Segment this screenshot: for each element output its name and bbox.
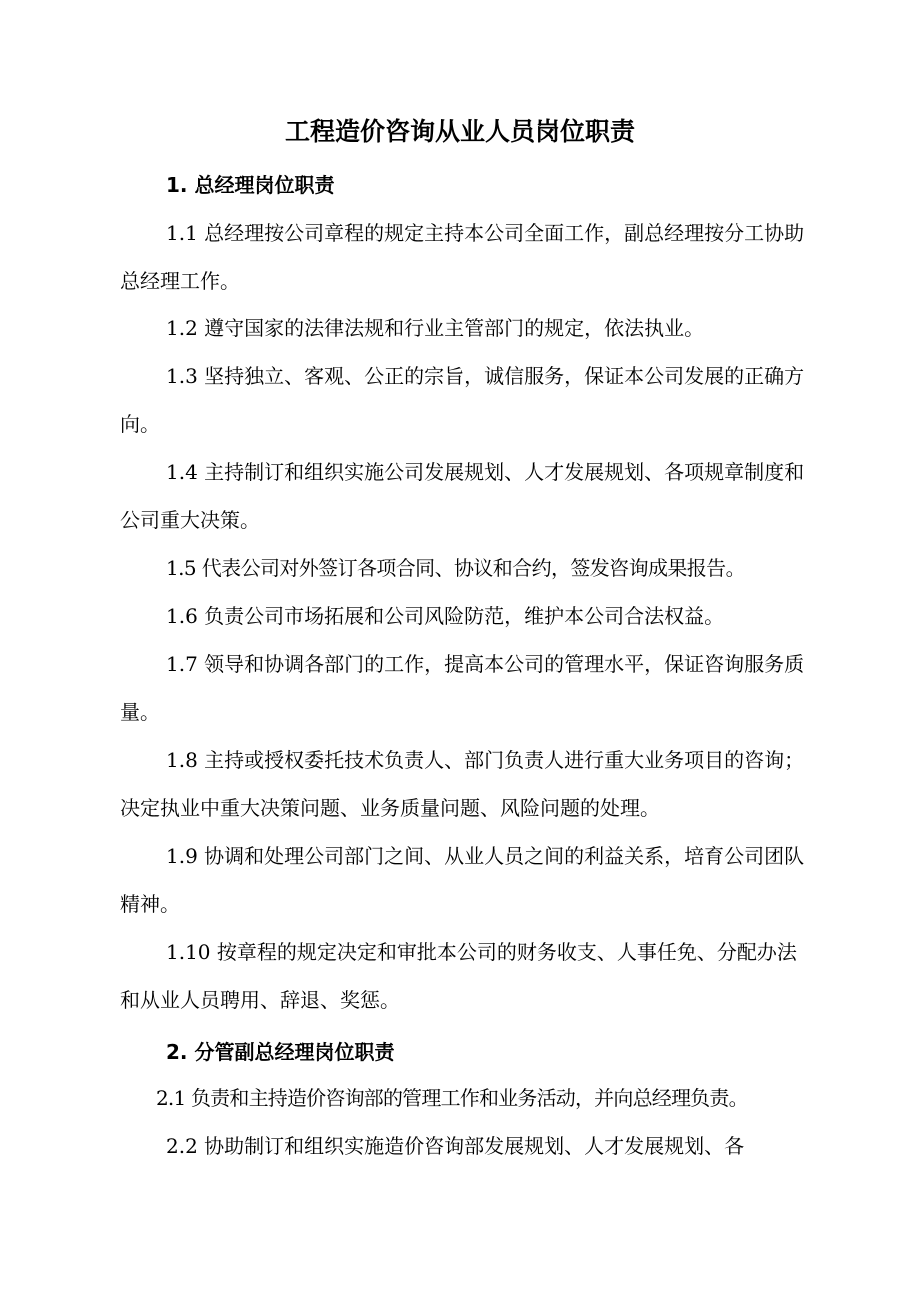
paragraph-1-8: 1.8 主持或授权委托技术负责人、部门负责人进行重大业务项目的咨询；决定执业中重大决策问题、业务质量问题、风险问题的处理。: [120, 748, 805, 820]
paragraph-2-2: 2.2 协助制订和组织实施造价咨询部发展规划、人才发展规划、各: [166, 1134, 745, 1158]
section-heading-2: 2. 分管副总经理岗位职责: [166, 1040, 395, 1064]
document-title: 工程造价咨询从业人员岗位职责: [284, 117, 635, 146]
paragraph-1-3: 1.3 坚持独立、客观、公正的宗旨，诚信服务，保证本公司发展的正确方向。: [120, 364, 805, 436]
paragraph-1-1: 1.1 总经理按公司章程的规定主持本公司全面工作，副总经理按分工协助总经理工作。: [120, 221, 805, 293]
paragraph-1-9: 1.9 协调和处理公司部门之间、从业人员之间的利益关系，培育公司团队精神。: [120, 844, 805, 916]
paragraph-2-1: 2.1 负责和主持造价咨询部的管理工作和业务活动，并向总经理负责。: [156, 1086, 748, 1110]
paragraph-1-7: 1.7 领导和协调各部门的工作，提高本公司的管理水平，保证咨询服务质量。: [120, 652, 805, 724]
paragraph-1-5: 1.5 代表公司对外签订各项合同、协议和合约，签发咨询成果报告。: [166, 556, 745, 580]
paragraph-1-4: 1.4 主持制订和组织实施公司发展规划、人才发展规划、各项规章制度和公司重大决策。: [120, 460, 805, 532]
section-heading-1: 1. 总经理岗位职责: [166, 173, 335, 197]
paragraph-1-10: 1.10 按章程的规定决定和审批本公司的财务收支、人事任免、分配办法和从业人员聘用、辞退、奖惩。: [120, 940, 797, 1012]
paragraph-1-2: 1.2 遵守国家的法律法规和行业主管部门的规定，依法执业。: [166, 316, 705, 340]
paragraph-1-6: 1.6 负责公司市场拓展和公司风险防范，维护本公司合法权益。: [166, 604, 725, 628]
